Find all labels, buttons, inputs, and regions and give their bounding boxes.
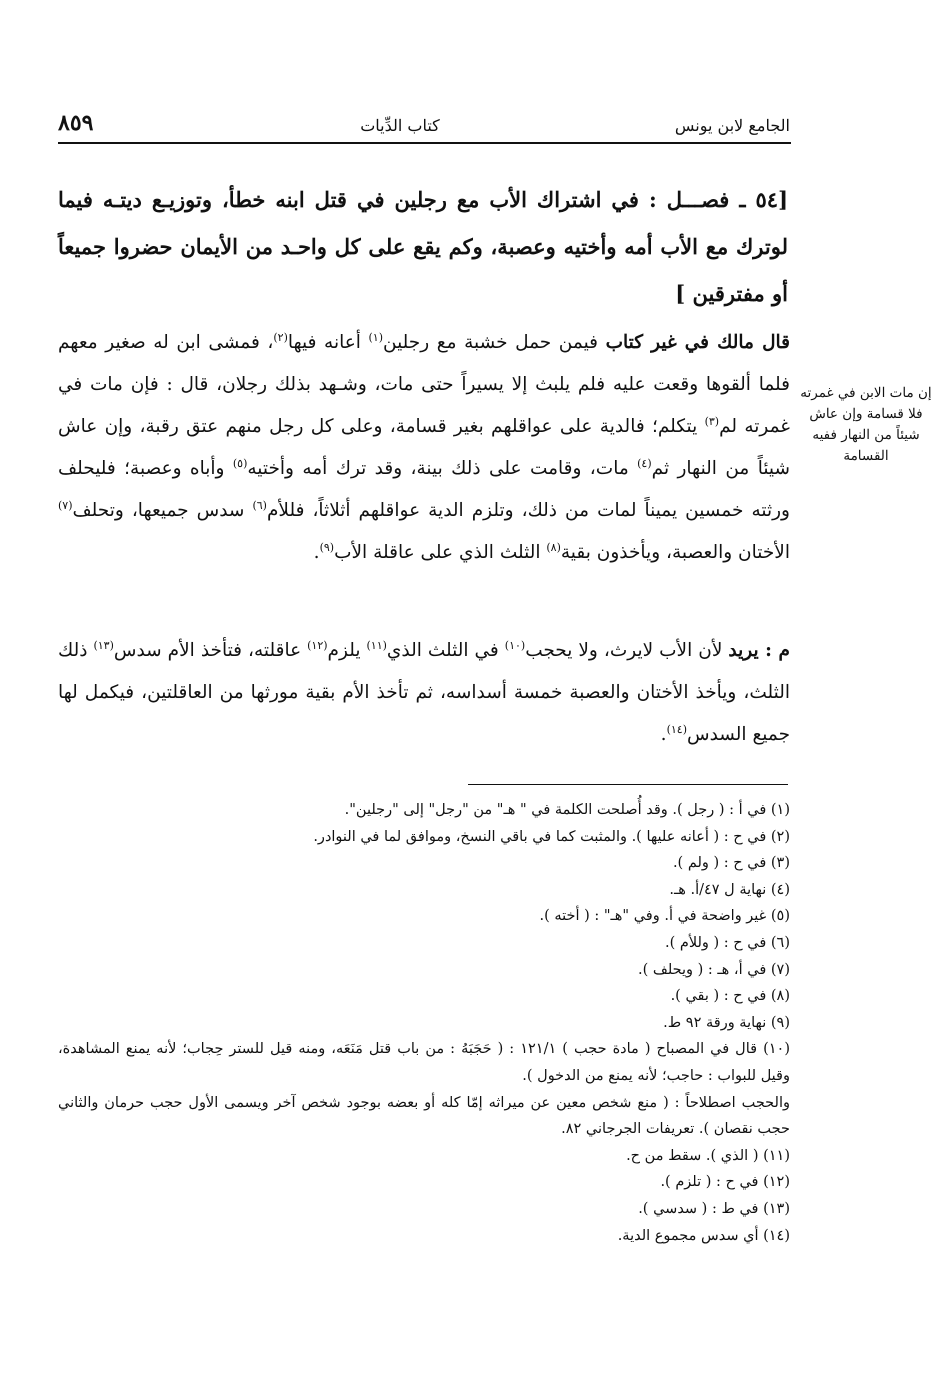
- paragraph-text: وأباه وعصبة؛ فليحلف ورثته خمسين يميناً لمات من ذلك، وتلزم الدية عواقلهم أثلاثاً، فللأم: [58, 458, 790, 521]
- footnote-7: (٧) في أ، هـ : ( ويحلف ).: [637, 961, 790, 978]
- paragraph-text: الأختان والعصبة، ويأخذون بقية: [560, 542, 790, 563]
- footnote-marker: (٩): [319, 540, 335, 554]
- running-header-book-title: الجامع لابن يونس: [674, 116, 790, 135]
- footnote-5: (٥) غير واضحة في أ. وفي "هـ" : ( أخته ).: [539, 908, 790, 925]
- footnote-marker: (٢): [273, 330, 288, 344]
- footnote-marker: (٧): [58, 498, 73, 512]
- paragraph-text: عاقلته، فتأخذ الأم سدس: [113, 640, 308, 661]
- footnote-marker: (١٢): [307, 638, 328, 652]
- section-heading: [٥٤ ـ فصـــل : في اشتراك الأب مع رجلين في قتل ابنه خطأ، وتوزيـع ديتـه فيما لوترك مع الأب أمه وأختيه وعصبة، وكم يقع على كل واحـد من الأيمان حضروا جميعاً أو مفترقين ]: [58, 187, 788, 306]
- paragraph-text: فيمن حمل خشبة مع رجلين: [383, 332, 606, 353]
- paragraph-text: .: [313, 542, 320, 563]
- margin-note: إن مات الابن في غمرته فلا قسامة وإن عاش شيئاً من النهار ففيه القسامة: [800, 385, 932, 464]
- body-paragraph-2: [58, 630, 790, 756]
- footnote-2: (٢) في ح : ( أعانه عليها ). والمثبت كما في باقي النسخ، وموافق لما في النوادر.: [313, 828, 790, 845]
- footnote-marker: (٤): [637, 456, 652, 470]
- footnote-marker: (٥): [232, 456, 248, 470]
- footnote-11: (١١) ( الذي ). سقط من ح.: [626, 1147, 790, 1164]
- paragraph-text: في الثلث الذي: [386, 640, 505, 661]
- paragraph-text: .: [660, 724, 667, 745]
- page-number: ٨٥٩: [58, 110, 94, 136]
- footnote-marker: (٣): [704, 414, 720, 428]
- footnote-3: (٣) في ح : ( ولم ).: [672, 855, 790, 872]
- footnote-6: (٦) في ح : ( وللأم ).: [664, 934, 790, 951]
- footnote-14: (١٤) أي سدس مجموع الدية.: [617, 1227, 790, 1244]
- paragraph-text: الثلث الذي على عاقلة الأب: [334, 542, 547, 563]
- running-header-chapter-title: كتاب الدِّيات: [360, 116, 440, 135]
- footnote-marker: (٦): [252, 498, 267, 512]
- header-rule: [58, 142, 791, 144]
- paragraph-text: يلزم: [327, 640, 367, 661]
- paragraph-text: أعانه فيها: [287, 332, 369, 353]
- footnote-marker: (١١): [366, 638, 387, 652]
- footnote-4: (٤) نهاية ل ٤٧/أ. هـ.: [669, 881, 790, 898]
- paragraph-text: ، فمشى ابن له صغير معهم فلما ألقوها وقعت عليه فلم يلبث إلا يسيراً حتى مات، وشـهد بذلك رجلان، قال : فإن مات في غمرته لم: [58, 332, 790, 437]
- footnote-9: (٩) نهاية ورقة ٩٢ ط.: [663, 1014, 790, 1031]
- body-paragraph-1: [58, 322, 790, 574]
- footnote-8: (٨) في ح : ( بقي ).: [670, 988, 790, 1005]
- paragraph-text: ذلك الثلث، ويأخذ الأختان والعصبة خمسة أسداسه، ثم تأخذ الأم بقية مورثها من العاقلتين، فيكمل لها جميع السدس: [58, 640, 790, 745]
- footnote-13: (١٣) في ط : ( سدسي ).: [638, 1200, 790, 1217]
- footnote-marker: (١): [368, 330, 383, 344]
- footnote-10: (١٠) قال في المصباح ( مادة حجب ) ١٢١/١ : ( حَجَبَهُ : من باب قتل مَنَعَه، ومنه قيل للستر حِجاب؛ لأنه يمنع المشاهدة، وقيل للبواب : حاجب؛ لأنه يمنع من الدخول ).: [58, 1041, 790, 1084]
- footnote-12: (١٢) في ح : ( تلزم ).: [660, 1174, 790, 1191]
- footnote-marker: (١٣): [93, 638, 114, 652]
- footnote-10-continued: والحجب اصطلاحاً : ( منع شخص معين عن ميراثه إمّا كله أو بعضه بوجود شخص آخر ويسمى الأول حجب حرمان والثاني حجب نقصان ). تعريفات الجرجاني ٨٢.: [58, 1094, 790, 1138]
- paragraph-text: سدس جميعها، وتحلف: [72, 500, 253, 521]
- footnote-marker: (٨): [546, 540, 561, 554]
- paragraph-text: يتكلم؛ فالدية على عواقلهم بغير قسامة، وعلى كل رجل منهم عتق رقبة، وإن عاش شيئاً من النهار ثم: [58, 416, 790, 479]
- paragraph-lead: م : يريد: [728, 640, 790, 661]
- paragraph-lead: قال مالك في غير كتاب: [605, 332, 790, 353]
- footnote-1: (١) في أ : ( رجل ). وقد أُصلحت الكلمة في " هـ" من "رجل" إلى "رجلين".: [344, 802, 790, 818]
- footnote-marker: (١٤): [666, 722, 687, 736]
- footnote-marker: (١٠): [504, 638, 526, 652]
- paragraph-text: مات، وقامت على ذلك بينة، وقد ترك أمه وأختيه: [247, 458, 638, 479]
- footnote-separator: [468, 784, 788, 785]
- footnotes: [58, 797, 790, 1249]
- paragraph-text: لأن الأب لايرث، ولا يحجب: [525, 640, 729, 661]
